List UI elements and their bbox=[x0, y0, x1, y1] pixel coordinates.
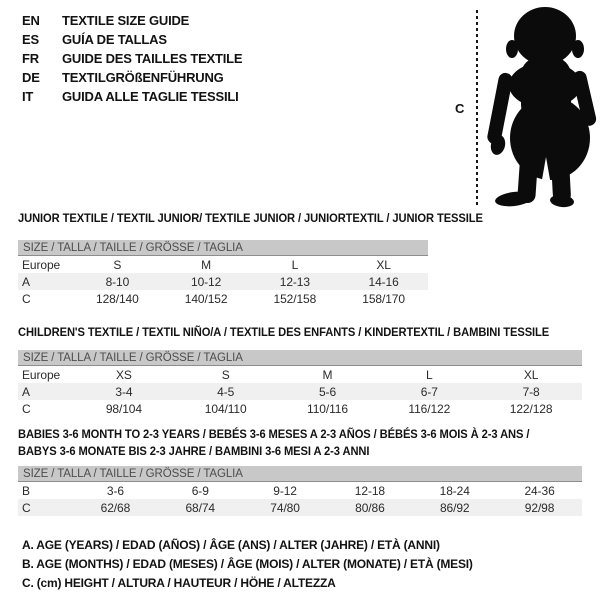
table-row bbox=[18, 499, 582, 516]
table-cell: 7-8 bbox=[480, 383, 582, 400]
table-cell: 8-10 bbox=[73, 273, 162, 290]
table-cell: 6-7 bbox=[378, 383, 480, 400]
footnotes bbox=[22, 536, 473, 593]
size-header: SIZE / TALLA / TAILLE / GRÖSSE / TAGLIA bbox=[18, 466, 582, 482]
table-cell: 10-12 bbox=[162, 273, 251, 290]
language-title: GUÍA DE TALLAS bbox=[62, 32, 167, 47]
footnote-a: A. AGE (YEARS) / EDAD (AÑOS) / ÂGE (ANS) / ALTER (JAHRE) / ETÀ (ANNI) bbox=[22, 538, 440, 552]
section-title: JUNIOR TEXTILE / TEXTIL JUNIOR/ TEXTILE JUNIOR / JUNIORTEXTIL / JUNIOR TESSILE bbox=[18, 211, 483, 225]
table-cell: XL bbox=[376, 257, 391, 272]
table-cell: 5-6 bbox=[277, 383, 379, 400]
section-title: CHILDREN'S TEXTILE / TEXTIL NIÑO/A / TEXTILE DES ENFANTS / KINDERTEXTIL / BAMBINI TESSILE bbox=[18, 325, 550, 339]
table-cell: 158/170 bbox=[362, 291, 405, 306]
language-code: FR bbox=[22, 51, 39, 66]
table-cell: 18-24 bbox=[439, 483, 470, 498]
table-cell: 12-18 bbox=[354, 483, 385, 498]
language-code: EN bbox=[22, 13, 40, 28]
table-cell: 98/104 bbox=[105, 401, 142, 416]
table-cell: S bbox=[113, 257, 122, 272]
language-row-es bbox=[22, 30, 242, 49]
table-cell: L bbox=[426, 367, 433, 382]
table-cell: 24-36 bbox=[524, 483, 555, 498]
table-cell: 92/98 bbox=[497, 499, 582, 516]
row-label: A bbox=[18, 383, 73, 400]
table-cell: 62/68 bbox=[73, 499, 158, 516]
height-measure-label: C bbox=[455, 101, 465, 116]
table-row bbox=[18, 273, 428, 290]
table-cell: 6-9 bbox=[191, 483, 209, 498]
table-cell: 9-12 bbox=[273, 483, 297, 498]
table-row bbox=[18, 400, 582, 417]
table-cell: 3-6 bbox=[106, 483, 124, 498]
table-row bbox=[18, 256, 428, 273]
language-row-en bbox=[22, 11, 242, 30]
size-header: SIZE / TALLA / TAILLE / GRÖSSE / TAGLIA bbox=[18, 240, 428, 256]
language-list bbox=[22, 11, 242, 106]
table-cell: M bbox=[322, 367, 333, 382]
language-code: ES bbox=[22, 32, 39, 47]
section-babies-textile bbox=[18, 427, 582, 516]
section-junior-textile bbox=[18, 211, 483, 307]
footnote-c: C. (cm) HEIGHT / ALTURA / HAUTEUR / HÖHE / ALTEZZA bbox=[22, 576, 336, 590]
row-label: C bbox=[22, 401, 31, 416]
table-cell: 128/140 bbox=[96, 291, 139, 306]
table-cell: XS bbox=[115, 367, 132, 382]
table-cell: L bbox=[291, 257, 299, 272]
language-row-de bbox=[22, 68, 242, 87]
table-row bbox=[18, 290, 428, 307]
table-cell: M bbox=[201, 257, 212, 272]
language-title: GUIDA ALLE TAGLIE TESSILI bbox=[62, 89, 239, 104]
table-cell: 4-5 bbox=[175, 383, 277, 400]
table-row bbox=[18, 366, 582, 383]
table-cell: 68/74 bbox=[158, 499, 243, 516]
language-code: DE bbox=[22, 70, 40, 85]
language-title: TEXTILE SIZE GUIDE bbox=[62, 13, 190, 28]
size-header: SIZE / TALLA / TAILLE / GRÖSSE / TAGLIA bbox=[18, 350, 582, 366]
table-cell: 110/116 bbox=[307, 401, 348, 416]
row-label: B bbox=[22, 483, 30, 498]
table-row bbox=[18, 383, 582, 400]
table-cell: 116/122 bbox=[408, 401, 451, 416]
babies-size-table bbox=[18, 482, 582, 516]
table-cell: 12-13 bbox=[251, 273, 340, 290]
footnote-b: B. AGE (MONTHS) / EDAD (MESES) / ÂGE (MOIS) / ALTER (MONATE) / ETÀ (MESI) bbox=[22, 557, 473, 571]
section-childrens-textile bbox=[18, 325, 582, 417]
language-title: TEXTILGRÖßENFÜHRUNG bbox=[62, 70, 224, 85]
table-cell: 80/86 bbox=[327, 499, 412, 516]
junior-size-table bbox=[18, 256, 428, 307]
table-cell: 122/128 bbox=[509, 401, 553, 416]
row-label: C bbox=[18, 499, 73, 516]
table-cell: 3-4 bbox=[73, 383, 175, 400]
table-cell: S bbox=[221, 367, 230, 382]
table-cell: 74/80 bbox=[243, 499, 328, 516]
language-code: IT bbox=[22, 89, 34, 104]
children-size-table bbox=[18, 366, 582, 417]
row-label: Europe bbox=[22, 257, 61, 272]
language-title: GUIDE DES TAILLES TEXTILE bbox=[62, 51, 243, 66]
table-row bbox=[18, 482, 582, 499]
table-cell: 152/158 bbox=[273, 291, 317, 306]
table-cell: XL bbox=[523, 367, 539, 382]
section-title-line2: BABYS 3-6 MONATE BIS 2-3 JAHRE / BAMBINI 3-6 MESI A 2-3 ANNI bbox=[18, 444, 370, 458]
table-cell: 14-16 bbox=[339, 273, 428, 290]
row-label: C bbox=[22, 291, 31, 306]
row-label: A bbox=[18, 273, 73, 290]
table-cell: 104/110 bbox=[204, 401, 247, 416]
section-title-line1: BABIES 3-6 MONTH TO 2-3 YEARS / BEBÉS 3-6 MESES A 2-3 AÑOS / BÉBÉS 3-6 MOIS À 2-3 ANS / bbox=[18, 427, 530, 441]
height-dashed-line bbox=[476, 10, 478, 207]
language-row-fr bbox=[22, 49, 242, 68]
table-cell: 140/152 bbox=[184, 291, 228, 306]
table-cell: 86/92 bbox=[412, 499, 497, 516]
row-label: Europe bbox=[22, 367, 61, 382]
language-row-it bbox=[22, 87, 242, 106]
baby-silhouette-icon bbox=[485, 5, 600, 208]
